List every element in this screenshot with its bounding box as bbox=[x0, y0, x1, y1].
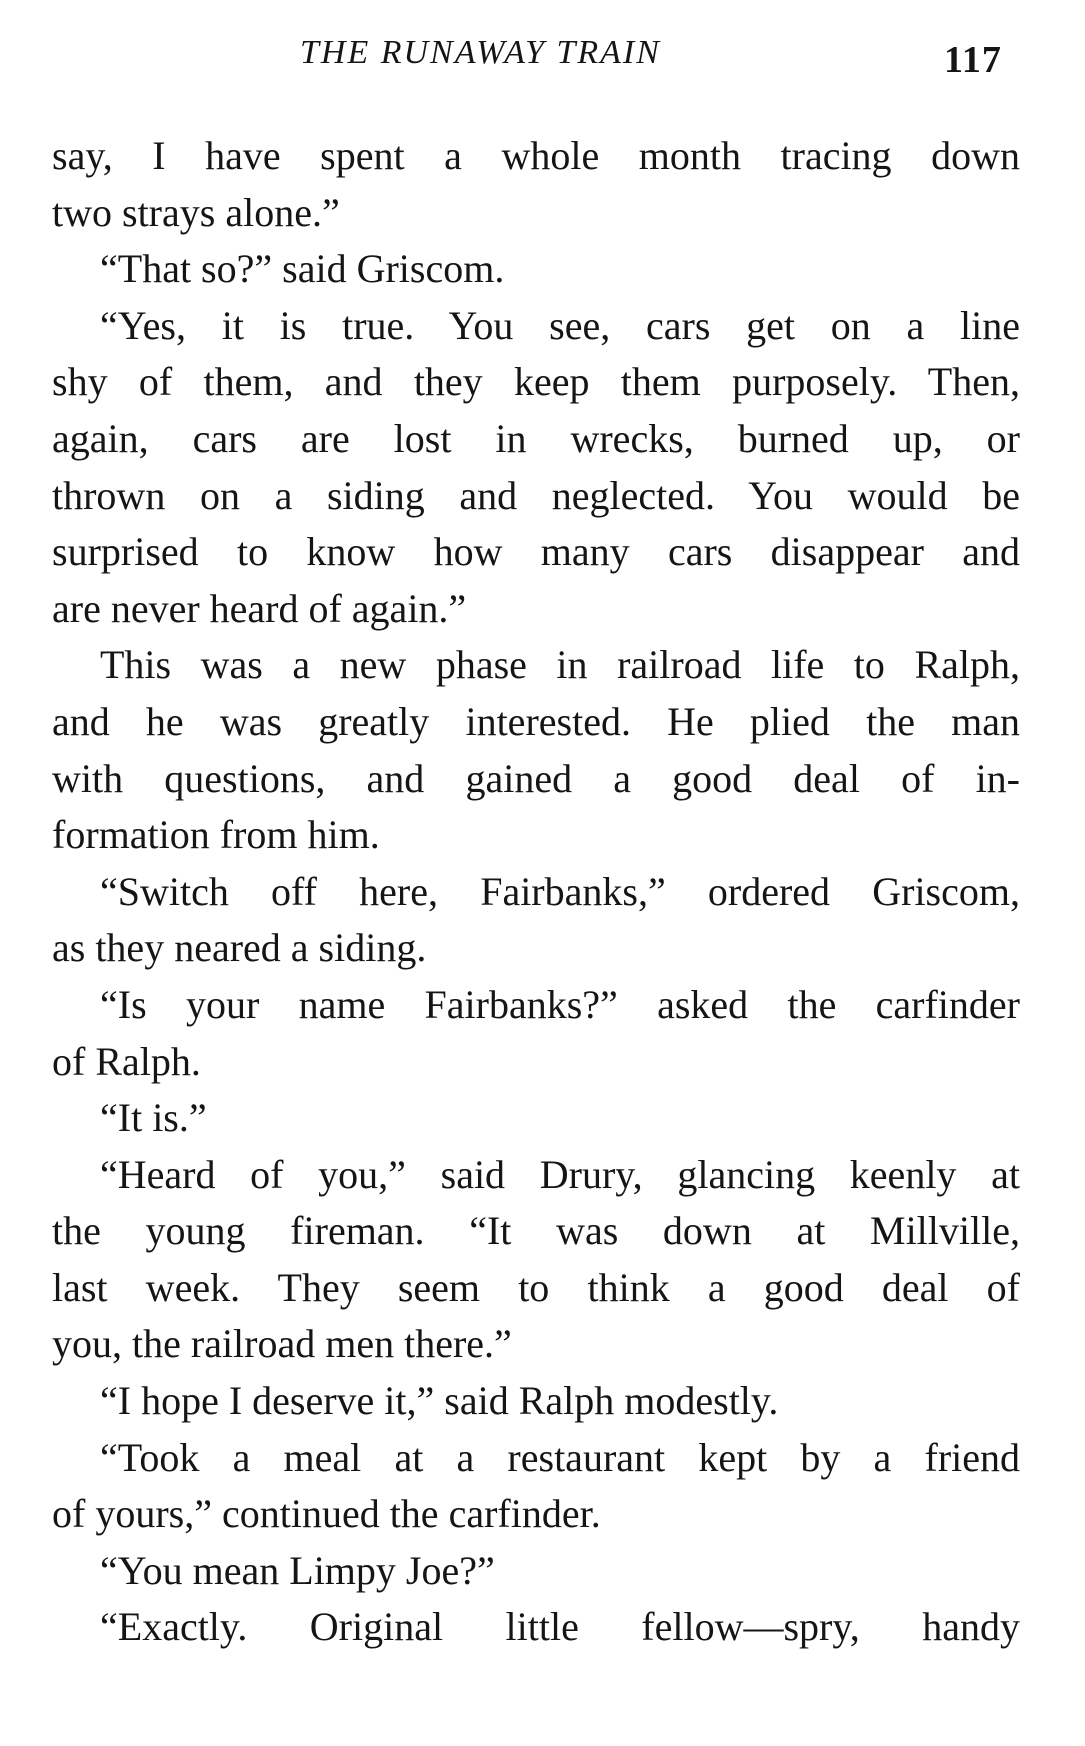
text-line: and he was greatly interested. He plied the man bbox=[52, 698, 1020, 744]
text-line: of yours,” continued the carfinder. bbox=[52, 1491, 601, 1537]
text-line: of Ralph. bbox=[52, 1038, 201, 1084]
body-text bbox=[52, 128, 1020, 1656]
text-line: last week. They seem to think a good deal of bbox=[52, 1264, 1020, 1310]
text-line: again, cars are lost in wrecks, burned up, or bbox=[52, 415, 1020, 461]
text-line: with questions, and gained a good deal of in- bbox=[52, 755, 1020, 801]
running-title: THE RUNAWAY TRAIN bbox=[300, 34, 661, 71]
text-line: as they neared a siding. bbox=[52, 925, 427, 971]
text-line: the young fireman. “It was down at Millville, bbox=[52, 1208, 1020, 1254]
text-line: “Is your name Fairbanks?” asked the carfinder bbox=[100, 981, 1020, 1027]
text-line: “I hope I deserve it,” said Ralph modestly. bbox=[100, 1378, 779, 1424]
page-number: 117 bbox=[944, 39, 1002, 81]
text-line: “Switch off here, Fairbanks,” ordered Griscom, bbox=[100, 868, 1020, 914]
text-line: “Heard of you,” said Drury, glancing keenly at bbox=[100, 1151, 1020, 1197]
text-line: you, the railroad men there.” bbox=[52, 1321, 512, 1367]
text-line: “You mean Limpy Joe?” bbox=[100, 1547, 495, 1593]
text-line: say, I have spent a whole month tracing down bbox=[52, 133, 1020, 178]
text-line: “Yes, it is true. You see, cars get on a line bbox=[100, 302, 1020, 348]
text-line: “It is.” bbox=[100, 1095, 207, 1141]
text-line: formation from him. bbox=[52, 812, 380, 858]
text-line: “Exactly. Original little fellow—spry, handy bbox=[100, 1604, 1020, 1650]
text-line: thrown on a siding and neglected. You would be bbox=[52, 472, 1020, 518]
text-line: shy of them, and they keep them purposely. Then, bbox=[52, 359, 1020, 405]
text-line: two strays alone.” bbox=[52, 189, 340, 235]
text-line: are never heard of again.” bbox=[52, 585, 467, 631]
text-line: “Took a meal at a restaurant kept by a friend bbox=[100, 1434, 1020, 1480]
text-line: surprised to know how many cars disappear and bbox=[52, 529, 1020, 575]
text-line: This was a new phase in railroad life to Ralph, bbox=[100, 642, 1020, 688]
text-line: “That so?” said Griscom. bbox=[100, 246, 505, 292]
